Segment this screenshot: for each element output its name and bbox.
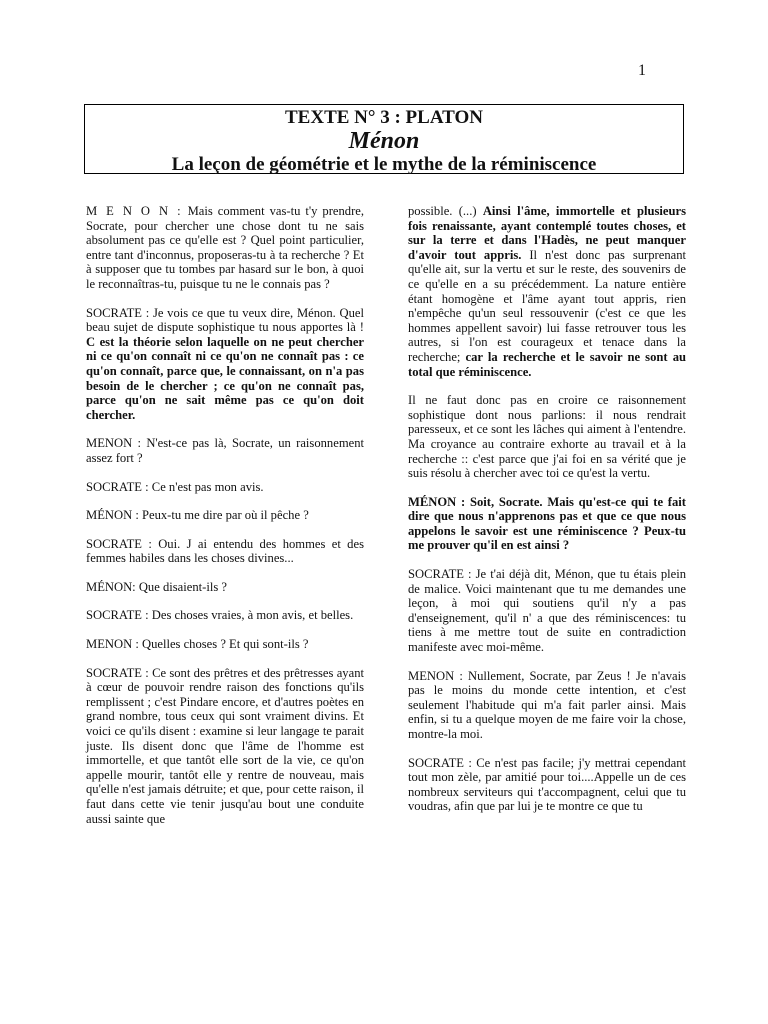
body-text: Il ne faut donc pas en croire ce raisonnement sophistique dont nous parlions: il nous rendrait paresseux, et ce sont les lâches qui aiment à l'entendre. Ma croyance au contraire exhorte au travail et à la recherche :: c'est parce que j'ai foi en sa vérité que je suis résolu à chercher avec toi ce qu'est la vertu.	[408, 393, 686, 481]
header-subtitle: La leçon de géométrie et le mythe de la réminiscence	[171, 154, 597, 175]
body-text: Ce n'est pas mon avis.	[148, 479, 264, 494]
body-text: Mais comment vas-tu t'y prendre, Socrate, pour chercher une chose dont tu ne sais absolument pas ce qu'elle est ? Quel point particulier, entre tant d'inconnus, proposeras-tu à ta recherche ? Et à supposer que tu tombes par hasard sur le bon, à quoi le reconnaîtras-tu, puisque tu ne le connais pas ?	[86, 204, 364, 291]
header-text-number: TEXTE N° 3 : PLATON	[285, 107, 483, 128]
speaker-label: MENON :	[86, 637, 139, 652]
dialogue-paragraph	[86, 537, 364, 566]
emphasized-text: MÉNON : Soit, Socrate. Mais qu'est-ce qui te fait dire que nous n'apprenons pas et que ce que nous appelons le savoir est une réminiscence ? Peux-tu me prouver qu'il en est ainsi ?	[408, 494, 686, 553]
dialogue-paragraph	[86, 637, 364, 652]
body-text: Que disaient-ils ?	[135, 579, 227, 594]
body-text: Des choses vraies, à mon avis, et belles.	[148, 608, 354, 623]
page-number: 1	[638, 62, 646, 79]
dialogue-paragraph	[86, 480, 364, 495]
speaker-label: SOCRATE :	[408, 567, 472, 582]
body-text: Il n'est donc pas surprenant qu'elle ait, sur la vertu et sur le reste, des souvenirs de ce qu'elle en a su précédemment. La nature entière étant homogène et l'âme ayant tout appris, rien n'empêche qu'un seul ressouvenir (c'est ce que les hommes appellent savoir) lui fasse retrouver tous les autres, si l'on est courageux et tenace dans la recherche;	[408, 247, 686, 364]
speaker-label: SOCRATE :	[86, 479, 149, 494]
title-box	[84, 104, 684, 174]
body-text: Peux-tu me dire par où il pêche ?	[138, 508, 309, 523]
body-text: Je vois ce que tu veux dire, Ménon. Quel beau sujet de dispute sophistique tu nous apportes là !	[86, 305, 364, 335]
right-column	[408, 204, 686, 828]
body-text: Ce sont des prêtres et des prêtresses ayant à cœur de pouvoir rendre raison des fonctions qu'ils remplissent ; c'est Pindare encore, et d'autres poètes en grand nombre, tous ceux qui sont vraiment divins. Et voici ce qu'ils disent : examine si leur langage te parait juste. Ils disent donc que l'âme de l'homme est immortelle, et que tantôt elle sort de la vie, ce qu'on appelle mourir, tantôt elle y rentre de nouveau, mais qu'elle n'est jamais détruite; et que, pour cette raison, il faut dans cette vie tenir jusqu'au bout une conduite aussi sainte que	[86, 665, 364, 826]
speaker-label: MÉNON :	[86, 508, 139, 523]
body-text: Quelles choses ? Et qui sont-ils ?	[138, 637, 309, 652]
dialogue-paragraph	[86, 436, 364, 465]
emphasized-text: Ainsi l'âme, immortelle et plusieurs fois renaissante, ayant contemplé toutes choses, et sur la terre et dans l'Hadès, ne peut manquer d'avoir tout appris.	[408, 204, 686, 262]
speaker-label: MENON :	[408, 668, 463, 683]
dialogue-paragraph	[86, 204, 364, 292]
dialogue-paragraph	[408, 204, 686, 379]
speaker-label: SOCRATE :	[86, 608, 149, 623]
dialogue-paragraph	[86, 306, 364, 423]
dialogue-paragraph	[408, 669, 686, 742]
speaker-label: SOCRATE :	[408, 755, 472, 770]
dialogue-paragraph	[408, 567, 686, 655]
dialogue-paragraph	[408, 495, 686, 553]
speaker-label: MÉNON:	[86, 579, 136, 594]
dialogue-paragraph	[86, 608, 364, 623]
dialogue-paragraph	[408, 393, 686, 481]
dialogue-paragraph	[86, 580, 364, 595]
speaker-label: MENON :	[86, 436, 141, 451]
left-column	[86, 204, 364, 840]
speaker-label: SOCRATE :	[86, 305, 150, 320]
body-text: possible. (...)	[408, 204, 483, 218]
dialogue-paragraph	[408, 756, 686, 814]
speaker-label: SOCRATE :	[86, 665, 149, 680]
dialogue-paragraph	[86, 508, 364, 523]
header-work-title: Ménon	[348, 128, 420, 154]
body-text: Nullement, Socrate, par Zeus ! Je n'avais pas le moins du monde cette intention, et c'est seulement l'habitude qui m'a fait parler ainsi. Mais enfin, si tu a quelque moyen de me faire voir la chose, montre-la moi.	[408, 668, 686, 741]
body-text: Oui. J ai entendu des hommes et des femmes habiles dans les choses divines...	[86, 536, 364, 566]
body-text: N'est-ce pas là, Socrate, un raisonnement assez fort ?	[86, 436, 364, 465]
emphasized-text: C est la théorie selon laquelle on ne peut chercher ni ce qu'on connaît ni ce qu'on ne connaît pas : ce qu'on connaît, parce que, le connaissant, on n'a pas besoin de le chercher ; ce qu'on ne connaît pas, parce qu'on ne sait même pas ce qu'on doit chercher.	[86, 334, 364, 422]
emphasized-text: car la recherche et le savoir ne sont au total que réminiscence.	[408, 349, 686, 379]
body-text: Je t'ai déjà dit, Ménon, que tu étais plein de malice. Voici maintenant que tu me demandes une leçon, à moi qui soutiens qu'il n'y a pas d'enseignement, qu'il n' a que des réminiscences: tu tiens à me mettre tout de suite en contradiction manifeste avec moi-même.	[408, 567, 686, 655]
dialogue-paragraph	[86, 666, 364, 827]
speaker-label: M E N O N :	[86, 204, 183, 218]
body-text: Ce n'est pas facile; j'y mettrai cependant tout mon zèle, par amitié pour toi....Appelle un de ces nombreux serviteurs qui t'accompagnent, celui que tu voudras, afin que par lui je te montre ce que tu	[408, 755, 686, 814]
speaker-label: SOCRATE :	[86, 536, 152, 551]
